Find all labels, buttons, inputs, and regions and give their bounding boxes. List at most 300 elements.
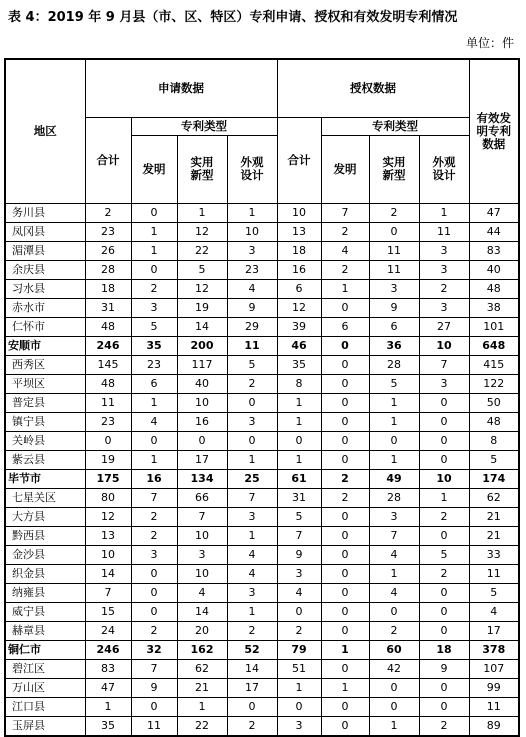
cell-app-design: 3 bbox=[227, 507, 277, 526]
cell-grant-invention: 0 bbox=[321, 621, 369, 640]
cell-app-design: 25 bbox=[227, 469, 277, 488]
cell-grant-utility: 4 bbox=[369, 583, 419, 602]
cell-valid-invention: 89 bbox=[469, 716, 519, 736]
header-grant-total: 合计 bbox=[277, 117, 321, 203]
cell-app-total: 83 bbox=[85, 659, 131, 678]
table-row bbox=[5, 393, 519, 412]
cell-grant-total: 12 bbox=[277, 298, 321, 317]
cell-region: 织金县 bbox=[5, 564, 85, 583]
cell-valid-invention: 107 bbox=[469, 659, 519, 678]
table-row bbox=[5, 412, 519, 431]
unit-label: 单位：件 bbox=[465, 36, 514, 50]
cell-app-total: 11 bbox=[85, 393, 131, 412]
cell-grant-design: 27 bbox=[419, 317, 469, 336]
cell-grant-utility: 11 bbox=[369, 260, 419, 279]
cell-app-total: 35 bbox=[85, 716, 131, 736]
cell-valid-invention: 11 bbox=[469, 564, 519, 583]
cell-grant-utility: 28 bbox=[369, 355, 419, 374]
cell-region: 大方县 bbox=[5, 507, 85, 526]
cell-app-utility: 16 bbox=[177, 412, 227, 431]
cell-region: 黔西县 bbox=[5, 526, 85, 545]
cell-app-invention: 7 bbox=[131, 659, 177, 678]
cell-grant-design: 0 bbox=[419, 526, 469, 545]
cell-app-utility: 10 bbox=[177, 564, 227, 583]
header-grant-utility: 实用新型 bbox=[369, 135, 419, 203]
cell-grant-invention: 0 bbox=[321, 393, 369, 412]
cell-app-invention: 9 bbox=[131, 678, 177, 697]
cell-grant-invention: 2 bbox=[321, 260, 369, 279]
header-region: 地区 bbox=[5, 59, 85, 203]
cell-valid-invention: 38 bbox=[469, 298, 519, 317]
table-row bbox=[5, 431, 519, 450]
cell-app-total: 2 bbox=[85, 203, 131, 222]
table-row bbox=[5, 317, 519, 336]
cell-grant-design: 7 bbox=[419, 355, 469, 374]
cell-app-invention: 32 bbox=[131, 640, 177, 659]
cell-app-invention: 0 bbox=[131, 203, 177, 222]
cell-app-total: 31 bbox=[85, 298, 131, 317]
cell-grant-design: 2 bbox=[419, 279, 469, 298]
cell-app-utility: 62 bbox=[177, 659, 227, 678]
cell-grant-design: 18 bbox=[419, 640, 469, 659]
cell-valid-invention: 17 bbox=[469, 621, 519, 640]
table-row bbox=[5, 640, 519, 659]
cell-app-invention: 0 bbox=[131, 260, 177, 279]
cell-app-invention: 2 bbox=[131, 526, 177, 545]
header-app-total: 合计 bbox=[85, 117, 131, 203]
cell-grant-invention: 2 bbox=[321, 222, 369, 241]
cell-app-design: 11 bbox=[227, 336, 277, 355]
cell-app-invention: 16 bbox=[131, 469, 177, 488]
cell-valid-invention: 47 bbox=[469, 203, 519, 222]
cell-valid-invention: 8 bbox=[469, 431, 519, 450]
cell-region: 万山区 bbox=[5, 678, 85, 697]
cell-app-utility: 12 bbox=[177, 279, 227, 298]
cell-valid-invention: 33 bbox=[469, 545, 519, 564]
cell-grant-total: 7 bbox=[277, 526, 321, 545]
cell-app-design: 5 bbox=[227, 355, 277, 374]
table-row bbox=[5, 488, 519, 507]
cell-app-design: 4 bbox=[227, 564, 277, 583]
cell-grant-total: 51 bbox=[277, 659, 321, 678]
cell-grant-total: 35 bbox=[277, 355, 321, 374]
header-grant-invention: 发明 bbox=[321, 135, 369, 203]
table-row bbox=[5, 621, 519, 640]
cell-app-design: 0 bbox=[227, 393, 277, 412]
cell-app-invention: 0 bbox=[131, 431, 177, 450]
cell-grant-total: 3 bbox=[277, 716, 321, 736]
cell-valid-invention: 122 bbox=[469, 374, 519, 393]
cell-app-invention: 23 bbox=[131, 355, 177, 374]
cell-grant-design: 2 bbox=[419, 507, 469, 526]
cell-grant-utility: 3 bbox=[369, 279, 419, 298]
cell-region: 七星关区 bbox=[5, 488, 85, 507]
header-grant-design: 外观设计 bbox=[419, 135, 469, 203]
cell-app-utility: 17 bbox=[177, 450, 227, 469]
cell-grant-design: 3 bbox=[419, 260, 469, 279]
cell-grant-utility: 0 bbox=[369, 222, 419, 241]
cell-app-total: 246 bbox=[85, 640, 131, 659]
cell-region: 务川县 bbox=[5, 203, 85, 222]
cell-grant-invention: 0 bbox=[321, 526, 369, 545]
table-body bbox=[5, 203, 519, 736]
cell-grant-utility: 42 bbox=[369, 659, 419, 678]
cell-grant-invention: 4 bbox=[321, 241, 369, 260]
cell-grant-invention: 1 bbox=[321, 640, 369, 659]
cell-region: 紫云县 bbox=[5, 450, 85, 469]
cell-app-invention: 1 bbox=[131, 450, 177, 469]
header-app-design: 外观设计 bbox=[227, 135, 277, 203]
cell-grant-design: 10 bbox=[419, 469, 469, 488]
cell-grant-utility: 5 bbox=[369, 374, 419, 393]
cell-region: 湄潭县 bbox=[5, 241, 85, 260]
cell-app-design: 2 bbox=[227, 621, 277, 640]
cell-grant-utility: 28 bbox=[369, 488, 419, 507]
cell-grant-design: 0 bbox=[419, 678, 469, 697]
cell-valid-invention: 62 bbox=[469, 488, 519, 507]
cell-grant-design: 0 bbox=[419, 697, 469, 716]
cell-grant-invention: 0 bbox=[321, 697, 369, 716]
cell-grant-utility: 2 bbox=[369, 621, 419, 640]
cell-grant-design: 0 bbox=[419, 412, 469, 431]
cell-app-design: 10 bbox=[227, 222, 277, 241]
cell-grant-total: 13 bbox=[277, 222, 321, 241]
cell-valid-invention: 21 bbox=[469, 507, 519, 526]
cell-grant-utility: 0 bbox=[369, 431, 419, 450]
cell-grant-total: 9 bbox=[277, 545, 321, 564]
cell-grant-total: 16 bbox=[277, 260, 321, 279]
table-row bbox=[5, 336, 519, 355]
cell-app-total: 28 bbox=[85, 260, 131, 279]
cell-grant-total: 39 bbox=[277, 317, 321, 336]
header-application-data: 申请数据 bbox=[85, 59, 277, 117]
cell-grant-total: 4 bbox=[277, 583, 321, 602]
header-valid-invention: 有效发明专利数据 bbox=[469, 59, 519, 203]
header-app-utility: 实用新型 bbox=[177, 135, 227, 203]
cell-grant-utility: 7 bbox=[369, 526, 419, 545]
cell-app-total: 80 bbox=[85, 488, 131, 507]
cell-grant-invention: 2 bbox=[321, 469, 369, 488]
cell-app-utility: 1 bbox=[177, 697, 227, 716]
cell-region: 凤冈县 bbox=[5, 222, 85, 241]
cell-grant-utility: 36 bbox=[369, 336, 419, 355]
cell-app-design: 3 bbox=[227, 412, 277, 431]
cell-grant-utility: 2 bbox=[369, 203, 419, 222]
cell-app-design: 14 bbox=[227, 659, 277, 678]
header-app-patent-type: 专利类型 bbox=[131, 117, 277, 135]
cell-app-total: 24 bbox=[85, 621, 131, 640]
cell-app-invention: 1 bbox=[131, 393, 177, 412]
cell-grant-invention: 0 bbox=[321, 374, 369, 393]
header-grant-patent-type: 专利类型 bbox=[321, 117, 469, 135]
cell-grant-design: 2 bbox=[419, 716, 469, 736]
cell-region: 关岭县 bbox=[5, 431, 85, 450]
cell-app-invention: 2 bbox=[131, 279, 177, 298]
cell-grant-total: 3 bbox=[277, 564, 321, 583]
cell-grant-invention: 0 bbox=[321, 564, 369, 583]
cell-app-utility: 66 bbox=[177, 488, 227, 507]
cell-grant-design: 0 bbox=[419, 431, 469, 450]
cell-app-invention: 3 bbox=[131, 545, 177, 564]
cell-app-utility: 40 bbox=[177, 374, 227, 393]
cell-app-invention: 0 bbox=[131, 697, 177, 716]
cell-valid-invention: 4 bbox=[469, 602, 519, 621]
cell-app-invention: 0 bbox=[131, 564, 177, 583]
table-row bbox=[5, 241, 519, 260]
cell-grant-utility: 1 bbox=[369, 716, 419, 736]
table-row bbox=[5, 260, 519, 279]
cell-app-total: 48 bbox=[85, 374, 131, 393]
cell-grant-design: 1 bbox=[419, 203, 469, 222]
cell-grant-invention: 0 bbox=[321, 355, 369, 374]
cell-app-utility: 19 bbox=[177, 298, 227, 317]
cell-app-invention: 2 bbox=[131, 621, 177, 640]
cell-grant-design: 2 bbox=[419, 564, 469, 583]
cell-app-utility: 12 bbox=[177, 222, 227, 241]
cell-app-utility: 5 bbox=[177, 260, 227, 279]
cell-app-invention: 5 bbox=[131, 317, 177, 336]
header-app-invention: 发明 bbox=[131, 135, 177, 203]
cell-app-design: 2 bbox=[227, 716, 277, 736]
cell-app-design: 29 bbox=[227, 317, 277, 336]
cell-grant-total: 79 bbox=[277, 640, 321, 659]
table-row bbox=[5, 716, 519, 736]
cell-app-design: 52 bbox=[227, 640, 277, 659]
cell-grant-utility: 1 bbox=[369, 412, 419, 431]
table-header bbox=[5, 59, 519, 203]
cell-grant-design: 0 bbox=[419, 393, 469, 412]
cell-app-utility: 162 bbox=[177, 640, 227, 659]
cell-grant-design: 0 bbox=[419, 450, 469, 469]
cell-app-total: 13 bbox=[85, 526, 131, 545]
cell-grant-total: 1 bbox=[277, 393, 321, 412]
cell-valid-invention: 101 bbox=[469, 317, 519, 336]
cell-app-invention: 7 bbox=[131, 488, 177, 507]
cell-app-total: 14 bbox=[85, 564, 131, 583]
cell-grant-design: 3 bbox=[419, 241, 469, 260]
cell-region: 纳雍县 bbox=[5, 583, 85, 602]
cell-app-invention: 4 bbox=[131, 412, 177, 431]
table-row bbox=[5, 355, 519, 374]
cell-grant-total: 0 bbox=[277, 431, 321, 450]
cell-app-utility: 14 bbox=[177, 317, 227, 336]
table-row bbox=[5, 564, 519, 583]
cell-grant-total: 0 bbox=[277, 602, 321, 621]
cell-region: 毕节市 bbox=[5, 469, 85, 488]
cell-app-total: 10 bbox=[85, 545, 131, 564]
cell-app-invention: 11 bbox=[131, 716, 177, 736]
cell-app-utility: 134 bbox=[177, 469, 227, 488]
cell-app-design: 1 bbox=[227, 203, 277, 222]
cell-grant-design: 9 bbox=[419, 659, 469, 678]
cell-app-invention: 2 bbox=[131, 507, 177, 526]
cell-app-design: 3 bbox=[227, 241, 277, 260]
cell-grant-invention: 1 bbox=[321, 678, 369, 697]
cell-grant-design: 10 bbox=[419, 336, 469, 355]
cell-grant-invention: 0 bbox=[321, 716, 369, 736]
cell-app-design: 3 bbox=[227, 583, 277, 602]
cell-grant-invention: 0 bbox=[321, 336, 369, 355]
table-row bbox=[5, 222, 519, 241]
cell-grant-total: 6 bbox=[277, 279, 321, 298]
cell-app-utility: 3 bbox=[177, 545, 227, 564]
cell-region: 镇宁县 bbox=[5, 412, 85, 431]
cell-grant-total: 8 bbox=[277, 374, 321, 393]
cell-app-utility: 1 bbox=[177, 203, 227, 222]
cell-grant-utility: 0 bbox=[369, 602, 419, 621]
cell-app-utility: 14 bbox=[177, 602, 227, 621]
cell-app-total: 175 bbox=[85, 469, 131, 488]
cell-grant-total: 1 bbox=[277, 412, 321, 431]
table-row bbox=[5, 469, 519, 488]
cell-grant-invention: 0 bbox=[321, 431, 369, 450]
cell-app-design: 0 bbox=[227, 431, 277, 450]
cell-valid-invention: 99 bbox=[469, 678, 519, 697]
cell-grant-utility: 6 bbox=[369, 317, 419, 336]
cell-app-utility: 117 bbox=[177, 355, 227, 374]
cell-grant-invention: 7 bbox=[321, 203, 369, 222]
cell-app-invention: 0 bbox=[131, 602, 177, 621]
table-row bbox=[5, 602, 519, 621]
header-grant-data: 授权数据 bbox=[277, 59, 469, 117]
cell-grant-design: 1 bbox=[419, 488, 469, 507]
cell-grant-utility: 0 bbox=[369, 678, 419, 697]
cell-grant-total: 10 bbox=[277, 203, 321, 222]
cell-grant-total: 2 bbox=[277, 621, 321, 640]
cell-app-total: 145 bbox=[85, 355, 131, 374]
cell-app-total: 23 bbox=[85, 222, 131, 241]
cell-grant-utility: 49 bbox=[369, 469, 419, 488]
cell-app-utility: 20 bbox=[177, 621, 227, 640]
cell-grant-utility: 1 bbox=[369, 450, 419, 469]
cell-grant-design: 0 bbox=[419, 583, 469, 602]
cell-grant-design: 5 bbox=[419, 545, 469, 564]
cell-grant-total: 1 bbox=[277, 450, 321, 469]
cell-region: 普定县 bbox=[5, 393, 85, 412]
cell-grant-invention: 1 bbox=[321, 279, 369, 298]
cell-app-utility: 22 bbox=[177, 241, 227, 260]
table-row bbox=[5, 583, 519, 602]
cell-app-design: 1 bbox=[227, 602, 277, 621]
cell-grant-invention: 0 bbox=[321, 602, 369, 621]
cell-grant-utility: 3 bbox=[369, 507, 419, 526]
cell-grant-design: 0 bbox=[419, 621, 469, 640]
cell-app-utility: 7 bbox=[177, 507, 227, 526]
table-row bbox=[5, 279, 519, 298]
cell-grant-total: 5 bbox=[277, 507, 321, 526]
cell-grant-invention: 0 bbox=[321, 507, 369, 526]
cell-app-total: 15 bbox=[85, 602, 131, 621]
cell-region: 仁怀市 bbox=[5, 317, 85, 336]
cell-grant-total: 18 bbox=[277, 241, 321, 260]
cell-valid-invention: 21 bbox=[469, 526, 519, 545]
table-row bbox=[5, 678, 519, 697]
cell-grant-utility: 60 bbox=[369, 640, 419, 659]
cell-valid-invention: 11 bbox=[469, 697, 519, 716]
cell-app-invention: 35 bbox=[131, 336, 177, 355]
cell-app-utility: 4 bbox=[177, 583, 227, 602]
cell-app-utility: 10 bbox=[177, 526, 227, 545]
cell-app-total: 47 bbox=[85, 678, 131, 697]
cell-grant-design: 11 bbox=[419, 222, 469, 241]
cell-app-invention: 6 bbox=[131, 374, 177, 393]
cell-app-design: 1 bbox=[227, 450, 277, 469]
cell-valid-invention: 83 bbox=[469, 241, 519, 260]
cell-app-utility: 10 bbox=[177, 393, 227, 412]
cell-app-design: 17 bbox=[227, 678, 277, 697]
table-row bbox=[5, 507, 519, 526]
cell-valid-invention: 5 bbox=[469, 583, 519, 602]
cell-grant-invention: 0 bbox=[321, 583, 369, 602]
cell-grant-utility: 4 bbox=[369, 545, 419, 564]
cell-grant-total: 0 bbox=[277, 697, 321, 716]
cell-region: 安顺市 bbox=[5, 336, 85, 355]
cell-app-total: 12 bbox=[85, 507, 131, 526]
cell-grant-utility: 0 bbox=[369, 697, 419, 716]
cell-grant-invention: 6 bbox=[321, 317, 369, 336]
cell-valid-invention: 415 bbox=[469, 355, 519, 374]
cell-grant-total: 1 bbox=[277, 678, 321, 697]
table-row bbox=[5, 526, 519, 545]
cell-grant-utility: 9 bbox=[369, 298, 419, 317]
cell-region: 余庆县 bbox=[5, 260, 85, 279]
cell-grant-design: 0 bbox=[419, 602, 469, 621]
cell-valid-invention: 40 bbox=[469, 260, 519, 279]
cell-grant-total: 46 bbox=[277, 336, 321, 355]
cell-app-total: 0 bbox=[85, 431, 131, 450]
cell-app-invention: 0 bbox=[131, 583, 177, 602]
cell-grant-utility: 11 bbox=[369, 241, 419, 260]
table-row bbox=[5, 697, 519, 716]
cell-app-invention: 3 bbox=[131, 298, 177, 317]
cell-grant-total: 61 bbox=[277, 469, 321, 488]
cell-app-design: 4 bbox=[227, 279, 277, 298]
cell-app-total: 23 bbox=[85, 412, 131, 431]
cell-app-design: 2 bbox=[227, 374, 277, 393]
cell-app-utility: 22 bbox=[177, 716, 227, 736]
cell-valid-invention: 48 bbox=[469, 412, 519, 431]
cell-app-total: 19 bbox=[85, 450, 131, 469]
cell-valid-invention: 174 bbox=[469, 469, 519, 488]
cell-region: 平坝区 bbox=[5, 374, 85, 393]
cell-app-design: 9 bbox=[227, 298, 277, 317]
cell-app-utility: 21 bbox=[177, 678, 227, 697]
cell-grant-utility: 1 bbox=[369, 393, 419, 412]
cell-app-total: 48 bbox=[85, 317, 131, 336]
cell-app-total: 246 bbox=[85, 336, 131, 355]
cell-app-design: 1 bbox=[227, 526, 277, 545]
table-title: 表 4：2019 年 9 月县（市、区、特区）专利申请、授权和有效发明专利情况 bbox=[8, 10, 458, 25]
cell-grant-invention: 0 bbox=[321, 450, 369, 469]
cell-grant-total: 31 bbox=[277, 488, 321, 507]
cell-app-total: 26 bbox=[85, 241, 131, 260]
cell-app-design: 7 bbox=[227, 488, 277, 507]
table-row bbox=[5, 659, 519, 678]
cell-region: 赫章县 bbox=[5, 621, 85, 640]
cell-valid-invention: 48 bbox=[469, 279, 519, 298]
cell-region: 赤水市 bbox=[5, 298, 85, 317]
cell-valid-invention: 378 bbox=[469, 640, 519, 659]
cell-app-total: 7 bbox=[85, 583, 131, 602]
cell-grant-invention: 0 bbox=[321, 298, 369, 317]
cell-grant-invention: 2 bbox=[321, 488, 369, 507]
cell-app-design: 23 bbox=[227, 260, 277, 279]
cell-valid-invention: 44 bbox=[469, 222, 519, 241]
cell-region: 碧江区 bbox=[5, 659, 85, 678]
cell-app-utility: 0 bbox=[177, 431, 227, 450]
cell-valid-invention: 50 bbox=[469, 393, 519, 412]
table-row bbox=[5, 298, 519, 317]
